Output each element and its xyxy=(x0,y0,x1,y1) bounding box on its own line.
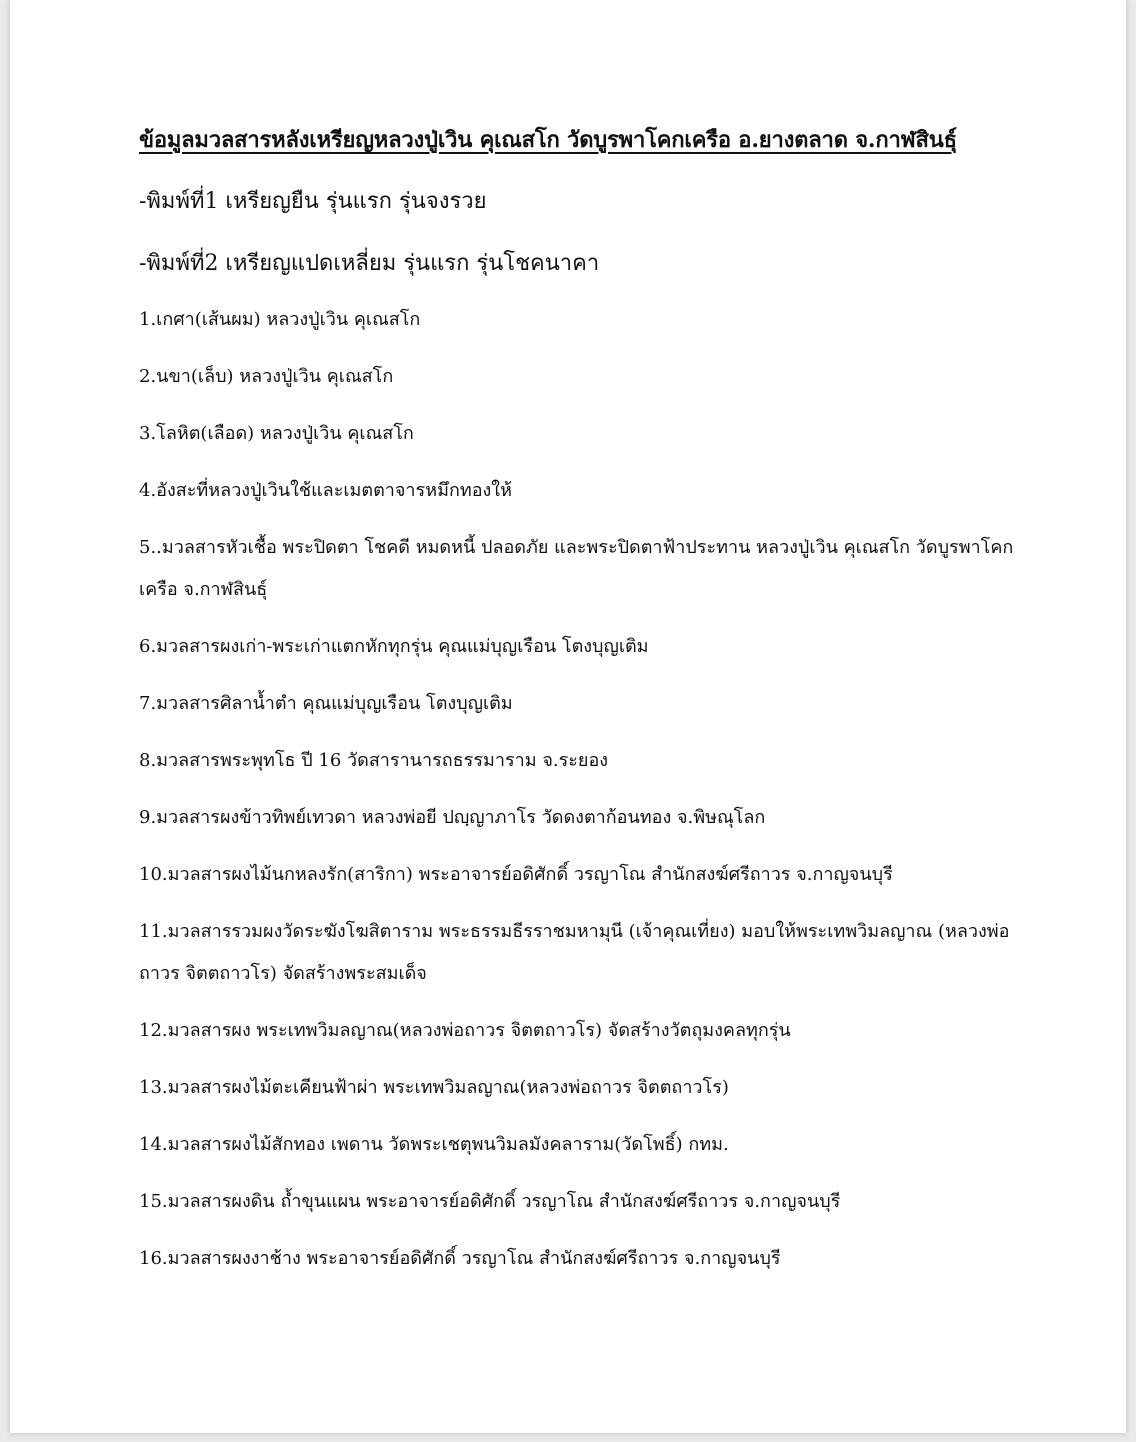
list-item: 15.มวลสารผงดิน ถ้ำขุนแผน พระอาจารย์อดิศักดิ์ วรญาโณ สำนักสงฆ์ศรีถาวร จ.กาญจนบุรี xyxy=(139,1191,841,1212)
list-item: 8.มวลสารพระพุทโธ ปี 16 วัดสารานารถธรรมาราม จ.ระยอง xyxy=(139,750,609,771)
list-item: 11.มวลสารรวมผงวัดระฆังโฆสิตาราม พระธรรมธีรราชมหามุนี (เจ้าคุณเที่ยง) มอบให้พระเทพวิมลญาณ (หลวงพ่อถาวร จิตตถาวโร) จัดสร้างพระสมเด็จ xyxy=(139,921,1010,984)
list-item: 7.มวลสารศิลาน้ำตำ คุณแม่บุญเรือน โตงบุญเติม xyxy=(139,693,513,714)
list-item: 6.มวลสารผงเก่า-พระเก่าแตกหักทุกรุ่น คุณแม่บุญเรือน โตงบุญเติม xyxy=(139,636,649,657)
list-item: 4.อังสะที่หลวงปู่เวินใช้และเมตตาจารหมึกทองให้ xyxy=(139,480,512,501)
material-list xyxy=(139,299,1039,1280)
list-item: 10.มวลสารผงไม้นกหลงรัก(สาริกา) พระอาจารย์อดิศักดิ์ วรญาโณ สำนักสงฆ์ศรีถาวร จ.กาญจนบุรี xyxy=(139,864,893,885)
list-item: 1.เกศา(เส้นผม) หลวงปู่เวิน คุเณสโก xyxy=(139,309,421,330)
list-item: 14.มวลสารผงไม้สักทอง เพดาน วัดพระเชตุพนวิมลมังคลาราม(วัดโพธิ์) กทม. xyxy=(139,1134,729,1155)
document-content xyxy=(139,118,1039,1295)
list-item: 5..มวลสารหัวเชื้อ พระปิดตา โชคดี หมดหนี้ ปลอดภัย และพระปิดตาฟ้าประทาน หลวงปู่เวิน คุเณสโก วัดบูรพาโคกเครือ จ.กาฬสินธุ์ xyxy=(139,537,1014,600)
list-item: 12.มวลสารผง พระเทพวิมลญาณ(หลวงพ่อถาวร จิตตถาวโร) จัดสร้างวัตถุมงคลทุกรุ่น xyxy=(139,1020,791,1041)
list-item: 3.โลหิต(เลือด) หลวงปู่เวิน คุเณสโก xyxy=(139,423,414,444)
list-item: 13.มวลสารผงไม้ตะเคียนฟ้าผ่า พระเทพวิมลญาณ(หลวงพ่อถาวร จิตตถาวโร) xyxy=(139,1077,729,1098)
list-item: 16.มวลสารผงงาช้าง พระอาจารย์อดิศักดิ์ วรญาโณ สำนักสงฆ์ศรีถาวร จ.กาญจนบุรี xyxy=(139,1248,781,1269)
print-type-1: -พิมพ์ที่1 เหรียญยืน รุ่นแรก รุ่นจงรวย xyxy=(139,189,487,214)
print-type-2: -พิมพ์ที่2 เหรียญแปดเหลี่ยม รุ่นแรก รุ่นโชคนาคา xyxy=(139,251,600,276)
document-title: ข้อมูลมวลสารหลังเหรียญหลวงปู่เวิน คุเณสโก วัดบูรพาโคกเครือ อ.ยางตลาด จ.กาฬสินธุ์ xyxy=(139,127,957,153)
list-item: 9.มวลสารผงข้าวทิพย์เทวดา หลวงพ่อยี ปญฺญาภาโร วัดดงตาก้อนทอง จ.พิษณุโลก xyxy=(139,807,766,828)
document-page xyxy=(10,0,1126,1433)
list-item: 2.นขา(เล็บ) หลวงปู่เวิน คุเณสโก xyxy=(139,366,394,387)
